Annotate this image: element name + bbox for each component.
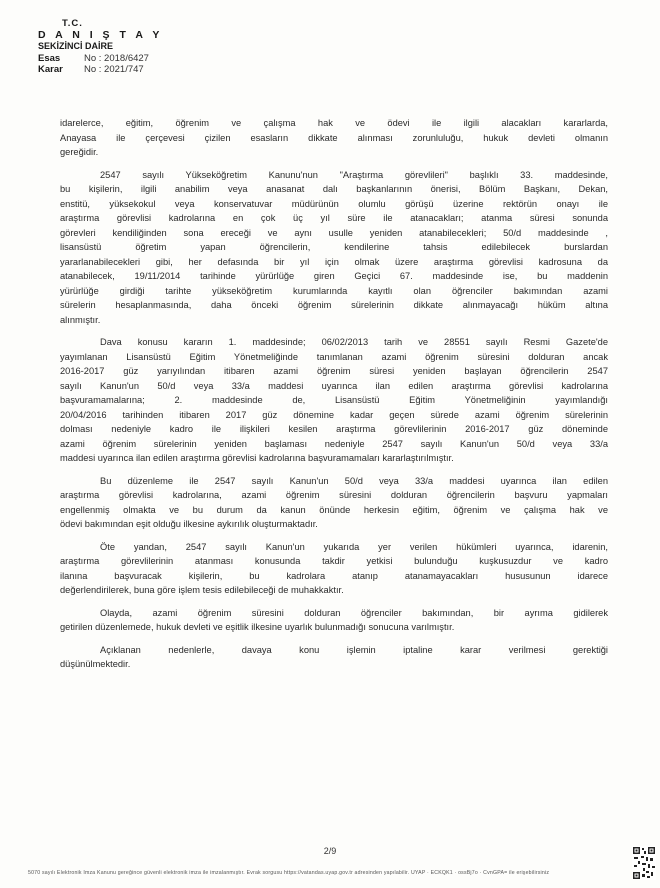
esas-value: No : 2018/6427 [84, 52, 149, 64]
paragraph-line: dolması nedeniyle kadro ile ilişkileri kesilen araştırma görevlilerinin 2016-2017 güz döneminde [60, 424, 608, 434]
paragraph-line: yararlanabilecekleri gibi, her defasında bir yıl için olmak üzere araştırma görevlisi kadrosuna da [60, 256, 608, 267]
paragraph-line: Bu düzenleme ile 2547 sayılı Kanun'un 50/d veya 33/a maddesi uyarınca ilan edilen [100, 475, 608, 486]
paragraph-line: alınmıştır. [60, 314, 101, 325]
paragraph-line: enstitü, yüksekokul veya konservatuvar müdürünün olumlu görüşü üzerine rektörün onayı ile [60, 198, 608, 209]
document-body [60, 116, 608, 680]
paragraph [60, 335, 608, 466]
tc-label: T.C. [62, 18, 83, 29]
paragraph-line: yürürlüğe girdiği tarihte yükseköğretim kurumlarında kayıtlı olan öğrenciler bakımından azami [60, 285, 608, 296]
page-number: 2/9 [323, 846, 337, 856]
paragraph [60, 540, 608, 598]
e-signature-footer: 5070 sayılı Elektronik İmza Kanunu gereğince güvenli elektronik imza ile imzalanmıştır. Evrak sorgusu https://vatandas.uyap.gov.tr adresinden yapılabilir. UYAP · ECKQK1 · ossBj7o · CvnGPA= ile erişebilirsiniz [28, 870, 550, 876]
paragraph-line: engellenmiş olmakta ve bu durum da kanun önünde herkesin eğitim, öğrenim ve çalışma hak ve [60, 504, 608, 515]
paragraph-line: lisansüstü öğretim yapan öğrencilerin, kendilerine tahsis edilebilecek burslardan [60, 242, 608, 252]
paragraph-line: ilanına başvuracak kişilerin, bu kadrolara atanıp atanamayacakları hususunun idarece [60, 570, 608, 581]
paragraph-line: Öte yandan, 2547 sayılı Kanun'un yukarıda yer verilen hükümleri uyarınca, idarenin, [100, 541, 608, 552]
paragraph-line: azami öğrenim sürelerinin yeniden başlaması nedeniyle 2547 sayılı Kanun'un 50/d veya 33/a [60, 438, 608, 449]
chamber-name: SEKİZİNCİ DAİRE [38, 41, 114, 51]
paragraph-line: Dava konusu kararın 1. maddesinde; 06/02/2013 tarih ve 28551 sayılı Resmi Gazete'de [100, 337, 608, 347]
esas-row [38, 53, 163, 65]
paragraph-line: araştırma görevlilerinin atanması konusunda takdir yetkisi bulunduğu kuşkusuzdur ve kadro [60, 556, 608, 566]
paragraph-line: idarelerce, eğitim, öğrenim ve çalışma hak ve ödevi ile ilgili alacakları kararlarda, [60, 118, 608, 128]
paragraph-line: görevleri kendiliğinden sona ereceği ve aynı usulle yeniden atanabilecekleri; 50/d maddesinde , [60, 227, 608, 238]
karar-label: Karar [38, 64, 63, 75]
paragraph-line: değerlendirilerek, buna göre işlem tesis edilebileceği de muhakkaktır. [60, 585, 344, 595]
paragraph [60, 474, 608, 532]
qr-code-icon [632, 846, 656, 880]
court-name: D A N I Ş T A Y [38, 28, 163, 41]
paragraph-line: Anayasa ile çerçevesi çizilen esasların dikkate alınması zorunluluğu, hukuk devleti olmanın [60, 132, 608, 143]
paragraph-line: araştırma görevlisi kadrolarına en çok üç yıl süre ile atanacakları; atanma süresi sonunda [60, 213, 608, 223]
paragraph [60, 643, 608, 672]
paragraph-line: getirilen düzenlemede, hukuk devleti ve eşitlik ilkesine uyarlık bulunmadığı sonucuna varılmıştır. [60, 622, 455, 632]
paragraph-line: bu kişilerin, ilgili anabilim veya anasanat dalı başkanlarının önerisi, Bölüm Başkanı, Dekan, [60, 184, 608, 194]
paragraph [60, 606, 608, 635]
paragraph-line: araştırma görevlisi kadrolarına, azami öğrenim süresini dolduran öğrencilerin başvuru yapmaları [60, 490, 608, 500]
paragraph-line: 20/04/2016 tarihinden itibaren 2017 güz dönemine kadar geçen sürede azami öğrenim sürelerinin [60, 409, 608, 420]
esas-label: Esas [38, 52, 61, 64]
paragraph-line: Açıklanan nedenlerle, davaya konu işlemin iptaline karar verilmesi gerektiği [100, 644, 608, 655]
paragraph-line: atanabilecek, 19/11/2014 tarihinde yürürlüğe giren Geçici 67. maddesinde ise, bu maddenin [60, 271, 608, 281]
paragraph-line: sayılı Kanun'un 50/d veya 33/a maddesi uyarınca ilan edilen araştırma görevlisi kadrolarına [60, 380, 608, 391]
paragraph-line: 2016-2017 güz yarıyılından itibaren azami öğrenim süresi yeniden başlayan öğrencilerin 2547 [60, 366, 608, 376]
paragraph-line: düşünülmektedir. [60, 659, 131, 669]
paragraph-line: sürelerin hesaplanmasında, daha önceki öğrenim sürelerinin dikkate alınmayacağı hüküm altına [60, 300, 608, 310]
paragraph-line: maddesi uyarınca ilan edilen araştırma görevlisi kadrolarına başvuramamaları kararlaştırılmıştır. [60, 453, 454, 463]
paragraph-line: başvuramamalarına; 2. maddesinde de, Lisansüstü Eğitim Yönetmeliğinin yayımlandığı [60, 395, 608, 405]
paragraph-line: 2547 sayılı Yükseköğretim Kanunu'nun "Araştırma görevlileri" başlıklı 33. maddesinde, [100, 169, 608, 180]
paragraph-line: ödevi bakımından eşit olduğu ilkesine aykırılık oluşturmaktadır. [60, 519, 318, 529]
court-header [38, 18, 163, 76]
paragraph [60, 116, 608, 160]
paragraph-line: gereğidir. [60, 147, 99, 157]
paragraph-line: Olayda, azami öğrenim süresini dolduran öğrenciler bakımından, bir ayrıma gidilerek [100, 607, 608, 618]
paragraph [60, 168, 608, 328]
karar-row [38, 64, 163, 76]
paragraph-line: yayımlanan Lisansüstü Eğitim Yönetmeliğinde tanımlanan azami öğrenim süresini dolduran ancak [60, 351, 608, 362]
karar-value: No : 2021/747 [84, 64, 144, 75]
